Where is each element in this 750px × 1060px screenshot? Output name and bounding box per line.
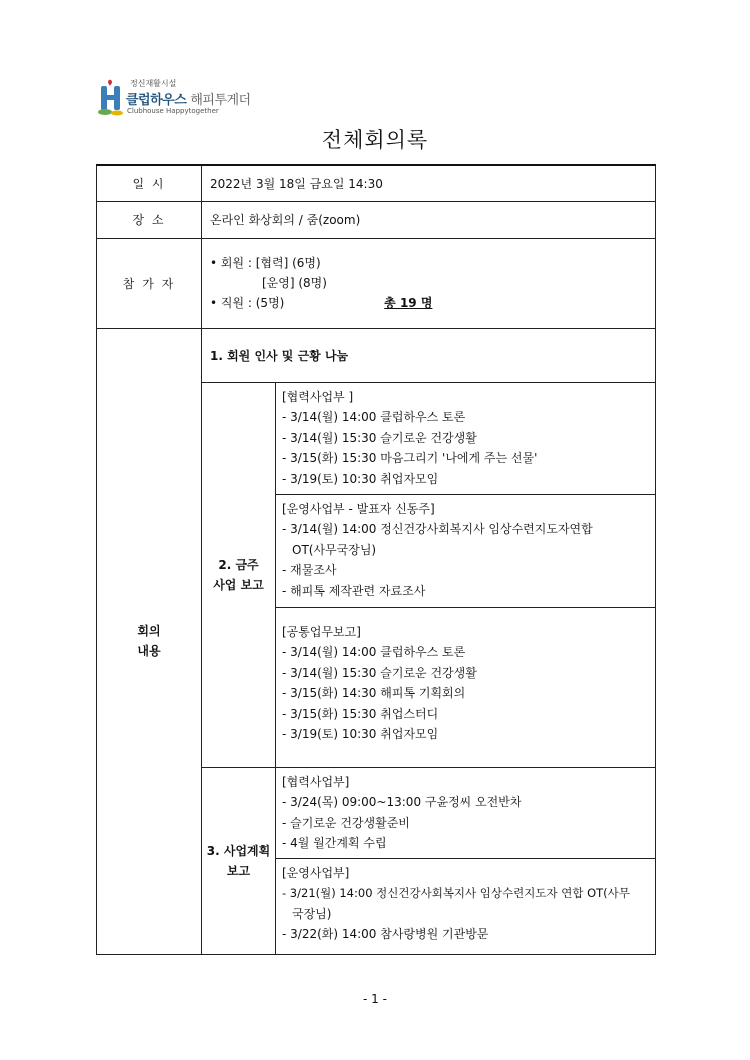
place-value: 온라인 화상회의 / 줌(zoom) [202,201,656,238]
list-item: - 3/15(화) 14:30 해피톡 기획회의 [282,686,466,700]
list-item: - 3/14(월) 15:30 슬기로운 건강생활 [282,665,477,680]
list-item: - 3/15(화) 15:30 마음그리기 '나에게 주는 선물' [282,451,538,465]
content-label-line2: 내용 [137,644,161,658]
logo-name-bold: 클럽하우스 [126,93,187,108]
list-item: - 3/14(월) 14:00 정신건강사회복지사 임상수련지도자연합 [282,522,593,536]
s2-oper-list [276,494,656,607]
clubhouse-logo-icon [98,78,124,116]
attendees-staff: • 직원 : (5명) [210,296,285,310]
attendees-label: 참 가 자 [97,238,202,328]
list-item: [공통업무보고] [282,624,361,639]
list-item: - 재물조사 [282,563,337,577]
list-item: - 해피톡 제작관련 자료조사 [282,583,426,598]
logo-subtitle: 정신재활시설 [130,79,177,88]
minutes-table [96,164,656,955]
section-3-label-line1: 3. 사업계획 [206,843,271,858]
s2-common-list [276,607,656,767]
s3-coop-list [276,767,656,858]
list-item: [운영사업부] [282,865,350,880]
list-item: - 4월 월간계획 수립 [282,836,387,850]
attendees-staff-row [210,293,647,313]
list-item: [협력사업부] [282,774,350,789]
page-title: 전체회의록 [321,128,429,152]
section-3-label-line2: 보고 [226,863,251,878]
page-number: - 1 - [363,992,387,1006]
section-2-label-line2: 사업 보고 [213,577,264,592]
list-item: - 3/19(토) 10:30 취업자모임 [282,727,439,741]
list-item: 국장님) [292,906,332,921]
attendees-operation: [운영] (8명) [262,276,327,290]
list-item: [협력사업부 ] [282,389,354,404]
list-item: OT(사무국장님) [292,542,377,557]
attendees-total: 총 19 명 [384,296,433,310]
list-item: - 3/14(월) 14:00 클럽하우스 토론 [282,645,466,659]
list-item: - 3/14(월) 15:30 슬기로운 건강생활 [282,430,477,445]
place-label: 장 소 [97,201,202,238]
logo-english: Clubhouse Happytogether [127,107,219,115]
attendees-value [202,238,656,328]
s2-coop-list [276,382,656,494]
logo-name [126,89,251,108]
list-item: - 3/22(화) 14:00 참사랑병원 기관방문 [282,927,489,941]
date-label: 일 시 [97,165,202,201]
date-value: 2022년 3월 18일 금요일 14:30 [202,165,656,201]
content-label-line1: 회의 [137,624,161,638]
section-3-label [202,767,276,954]
list-item: [운영사업부 - 발표자 신동주] [282,501,435,516]
list-item: - 3/19(토) 10:30 취업자모임 [282,471,439,486]
list-item: - 3/14(월) 14:00 클럽하우스 토론 [282,410,466,424]
list-item: - 3/24(목) 09:00~13:00 구윤정씨 오전반차 [282,795,522,809]
attendees-members: • 회원 : [협력] (6명) [210,256,321,270]
list-item: - 3/21(월) 14:00 정신건강사회복지사 임상수련지도자 연합 OT(사무 [282,886,630,900]
section-2-label-line1: 2. 금주 [218,557,259,572]
logo-name-light: 해피투게더 [190,93,251,108]
section-1: 1. 회원 인사 및 근황 나눔 [202,328,656,382]
s3-oper-list [276,858,656,954]
section-2-label [202,382,276,767]
list-item: - 슬기로운 건강생활준비 [282,815,410,830]
content-label [97,328,202,954]
logo [98,76,278,120]
list-item: - 3/15(화) 15:30 취업스터디 [282,706,439,721]
